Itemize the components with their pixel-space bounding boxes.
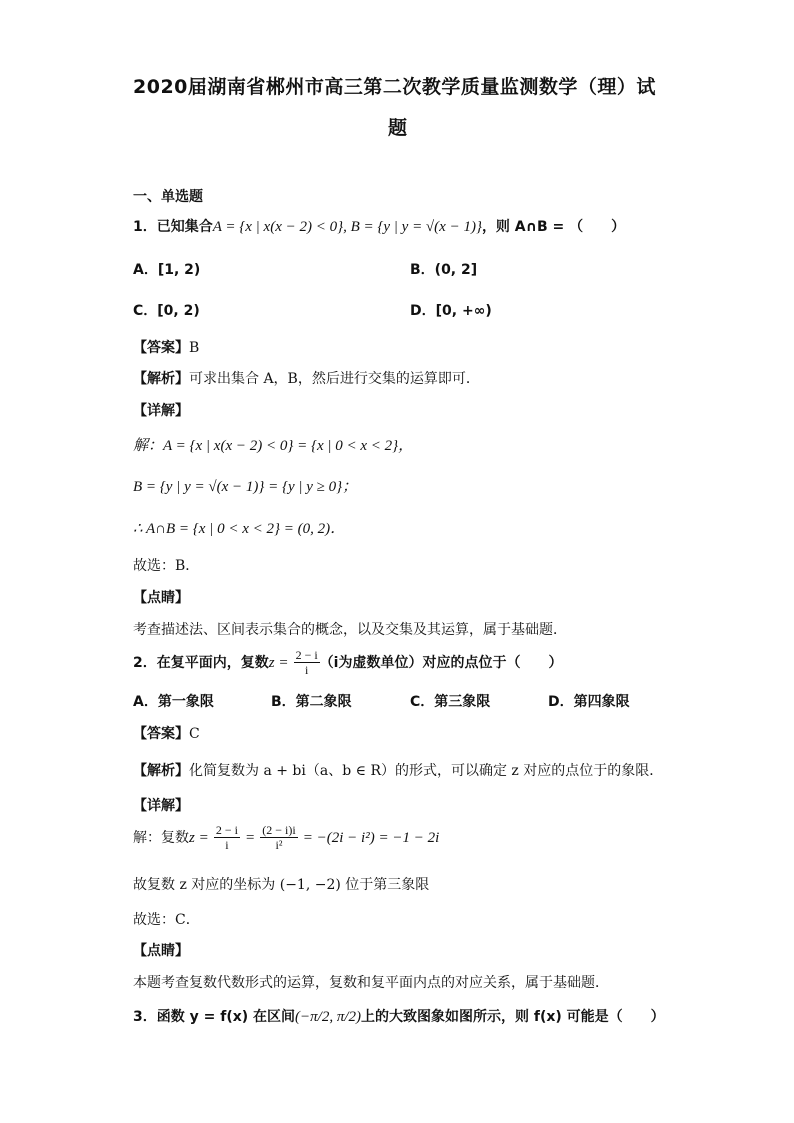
choose-line: 故选：C．: [133, 912, 200, 928]
analysis-line: [133, 760, 663, 780]
question-suffix: ，则 A∩B = （ ）: [481, 219, 626, 235]
analysis-tag: 【解析】: [133, 371, 189, 387]
comment-tag: 【点睛】: [133, 943, 189, 959]
equals-sign: =: [245, 830, 256, 846]
fraction-numerator: 2 − i: [215, 823, 238, 837]
question-prefix: 已知集合: [156, 219, 213, 235]
question-3-stem: [133, 1006, 665, 1026]
option-d: D．第四象限: [548, 694, 630, 710]
answer-value: B: [189, 340, 200, 356]
answer-tag: 【答案】: [133, 726, 189, 742]
solution-line-3: ∴ A∩B = {x | 0 < x < 2} = (0, 2)．: [133, 521, 346, 537]
detail-tag: 【详解】: [133, 403, 189, 419]
analysis-line: [133, 368, 480, 388]
math-variable: z =: [268, 655, 289, 671]
option-a: A．第一象限: [133, 694, 214, 710]
fraction-numerator: (2 − i)i: [262, 823, 296, 837]
fraction: [260, 823, 297, 852]
comment-tag: 【点睛】: [133, 590, 189, 606]
comment-text: 考查描述法、区间表示集合的概念，以及交集及其运算，属于基础题．: [133, 622, 567, 638]
detail-tag: 【详解】: [133, 798, 189, 814]
option-d: D．[0, +∞): [410, 303, 492, 319]
section-heading: 一、单选题: [133, 189, 203, 205]
fraction-denominator: i: [304, 663, 309, 677]
coordinate-line: 故复数 z 对应的坐标为 (−1, −2) 位于第三象限: [133, 877, 430, 893]
question-number: 3．: [133, 1009, 157, 1025]
question-1-stem: [133, 216, 625, 236]
answer-line: [133, 723, 200, 743]
question-number: 1．: [133, 219, 157, 235]
option-b: B．第二象限: [271, 694, 352, 710]
fraction: [214, 823, 240, 852]
question-prefix: 函数 y = f(x) 在区间: [156, 1009, 296, 1025]
math-interval: (−π/2, π/2): [295, 1009, 362, 1025]
question-number: 2．: [133, 655, 157, 671]
solution-line-2: B = {y | y = √(x − 1)} = {y | y ≥ 0}；: [133, 479, 358, 495]
option-c: C．[0, 2): [133, 303, 200, 319]
question-2-stem: [133, 648, 562, 677]
fraction-numerator: 2 − i: [295, 648, 318, 662]
solution-prefix: 解：复数: [133, 830, 189, 846]
answer-value: C: [189, 726, 200, 742]
analysis-tag: 【解析】: [133, 763, 189, 779]
choose-line: 故选：B．: [133, 558, 200, 574]
fraction-denominator: i²: [275, 838, 283, 852]
question-suffix: 上的大致图象如图所示，则 f(x) 可能是（ ）: [361, 1009, 665, 1025]
comment-text: 本题考查复数代数形式的运算，复数和复平面内点的对应关系，属于基础题．: [133, 975, 609, 991]
analysis-text: 可求出集合 A，B，然后进行交集的运算即可．: [189, 371, 480, 387]
option-a: A．[1, 2): [133, 262, 201, 278]
answer-tag: 【答案】: [133, 340, 189, 356]
math-variable: z =: [189, 830, 209, 846]
option-c: C．第三象限: [410, 694, 491, 710]
solution-line-1: 解：A = {x | x(x − 2) < 0} = {x | 0 < x < 2}，: [133, 438, 414, 454]
fraction: [294, 648, 320, 677]
math-expression: = −(2i − i²) = −1 − 2i: [302, 830, 440, 846]
fraction-denominator: i: [225, 838, 229, 852]
option-b: B．(0, 2]: [410, 262, 478, 278]
title-line-1: 2020届湖南省郴州市高三第二次教学质量监测数学（理）试: [133, 76, 656, 98]
math-expression: A = {x | x(x − 2) < 0}, B = {y | y = √(x − 1)}: [212, 219, 482, 235]
question-suffix: （i为虚数单位）对应的点位于（ ）: [319, 655, 563, 671]
analysis-text: 化简复数为 a + bi（a、b ∈ R）的形式，可以确定 z 对应的点位于的象限．: [189, 763, 664, 779]
solution-line: [133, 823, 439, 852]
question-prefix: 在复平面内，复数: [156, 655, 269, 671]
title-line-2: 题: [388, 117, 408, 139]
answer-line: [133, 337, 199, 357]
